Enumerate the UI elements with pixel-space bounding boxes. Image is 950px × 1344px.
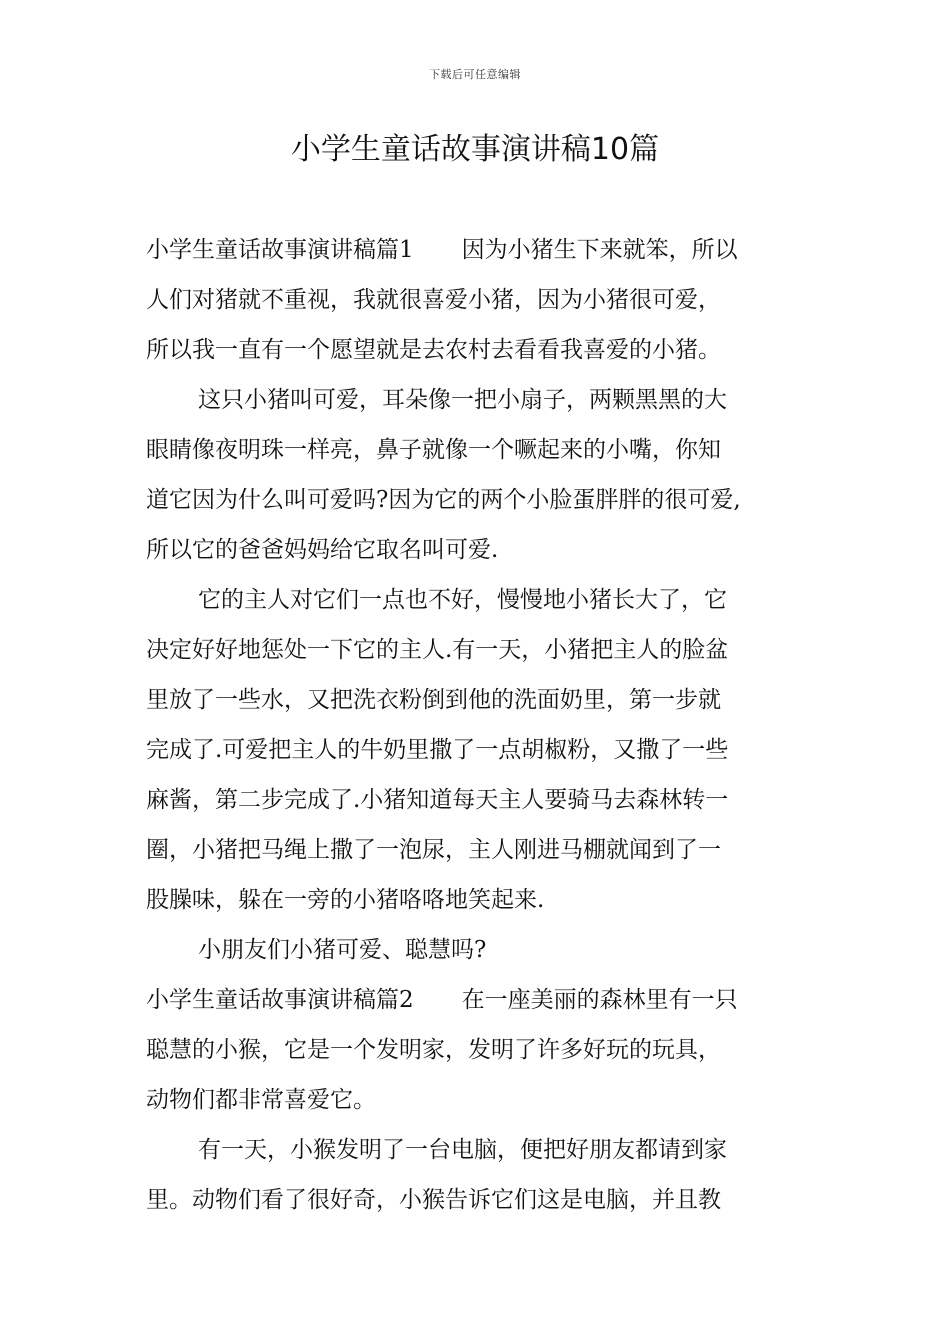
section-heading: 小学生童话故事演讲稿篇1 xyxy=(146,237,414,263)
section-heading-line xyxy=(146,975,816,1025)
text-line: 圈，小猪把马绳上撒了一泡尿，主人刚进马棚就闻到了一 xyxy=(146,837,721,863)
text-line: 股臊味，躲在一旁的小猪咯咯地笑起来. xyxy=(146,887,545,913)
text-line: 完成了.可爱把主人的牛奶里撒了一点胡椒粉，又撒了一些 xyxy=(146,737,729,763)
text-line: 所以我一直有一个愿望就是去农村去看看我喜爱的小猪。 xyxy=(146,337,721,363)
text-line: 麻酱，第二步完成了.小猪知道每天主人要骑马去森林转一 xyxy=(146,787,729,813)
text-line: 聪慧的小猴，它是一个发明家，发明了许多好玩的玩具， xyxy=(146,1037,721,1063)
paragraph-first-line: 有一天，小猴发明了一台电脑，便把好朋友都请到家 xyxy=(198,1137,727,1163)
text-line: 动物们都非常喜爱它。 xyxy=(146,1087,376,1113)
header-note: 下载后可任意编辑 xyxy=(429,68,521,81)
section-heading: 小学生童话故事演讲稿篇2 xyxy=(146,987,414,1013)
text-line: 决定好好地惩处一下它的主人.有一天，小猪把主人的脸盆 xyxy=(146,637,729,663)
text-line: 里放了一些水，又把洗衣粉倒到他的洗面奶里，第一步就 xyxy=(146,687,721,713)
text-line: 里。动物们看了很好奇，小猴告诉它们这是电脑，并且教 xyxy=(146,1187,721,1213)
paragraph-first-line: 小朋友们小猪可爱、聪慧吗? xyxy=(198,937,487,963)
paragraph-text: 在一座美丽的森林里有一只 xyxy=(461,987,738,1013)
paragraph-text: 因为小猪生下来就笨，所以 xyxy=(461,237,738,263)
text-line: 所以它的爸爸妈妈给它取名叫可爱. xyxy=(146,537,499,563)
document-body xyxy=(146,225,816,1225)
paragraph-first-line: 它的主人对它们一点也不好，慢慢地小猪长大了，它 xyxy=(198,587,727,613)
section-heading-line xyxy=(146,225,816,275)
text-line: 道它因为什么叫可爱吗?因为它的两个小脸蛋胖胖的很可爱, xyxy=(146,487,741,513)
paragraph-first-line: 这只小猪叫可爱，耳朵像一把小扇子，两颗黑黑的大 xyxy=(198,387,727,413)
document-title: 小学生童话故事演讲稿10篇 xyxy=(290,132,660,167)
text-line: 眼睛像夜明珠一样亮，鼻子就像一个噘起来的小嘴，你知 xyxy=(146,437,721,463)
text-line: 人们对猪就不重视，我就很喜爱小猪，因为小猪很可爱， xyxy=(146,287,721,313)
